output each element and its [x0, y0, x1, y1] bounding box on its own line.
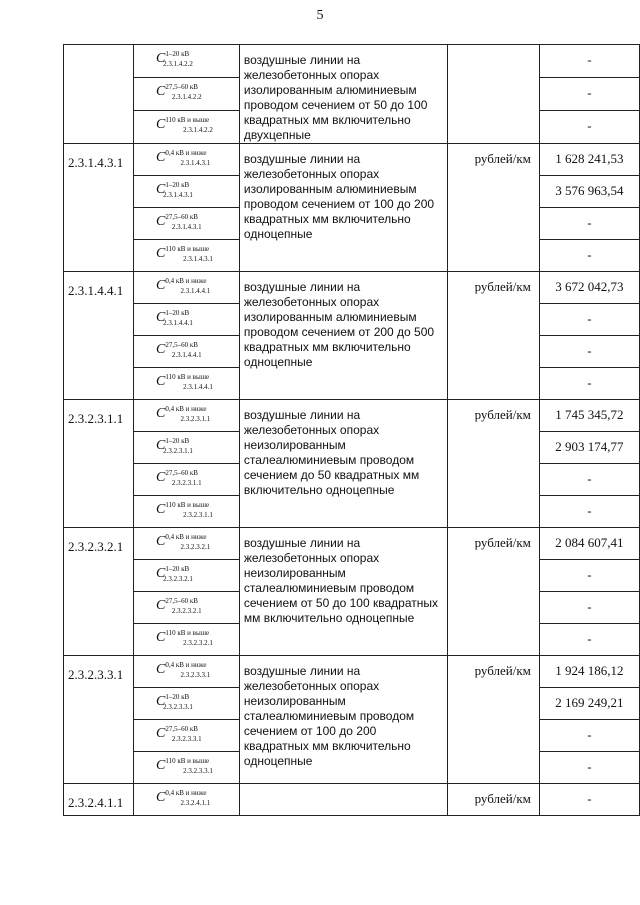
tariff-index: 2.3.2.3.2.1: [183, 639, 213, 647]
unit-of-measure: рублей/км: [447, 400, 539, 528]
tariff-symbol: C: [156, 438, 166, 453]
tariff-symbol: C: [156, 117, 166, 132]
tariff-symbol-cell: [134, 336, 240, 368]
tariff-value: -: [587, 503, 592, 518]
tariff-value-cell: [539, 496, 639, 528]
voltage-level: 27,5–60 кВ: [165, 341, 198, 349]
tariff-symbol: C: [156, 214, 166, 229]
tariff-symbol-cell: [134, 784, 240, 816]
voltage-level: 110 кВ и выше: [165, 373, 210, 381]
tariff-symbol: C: [156, 694, 166, 709]
tariff-symbol: C: [156, 630, 166, 645]
table-row: [64, 144, 640, 176]
tariff-symbol-cell: [134, 496, 240, 528]
tariff-value: -: [587, 471, 592, 486]
voltage-level: 27,5–60 кВ: [165, 597, 198, 605]
tariff-symbol: C: [156, 726, 166, 741]
tariff-symbol-cell: [134, 464, 240, 496]
tariff-symbol: C: [156, 51, 166, 66]
tariff-symbol: C: [156, 406, 166, 421]
tariff-symbol: C: [156, 150, 166, 165]
tariff-value: 3 576 963,54: [555, 183, 624, 198]
tariff-symbol-cell: [134, 208, 240, 240]
tariff-value: 2 084 607,41: [555, 535, 624, 550]
voltage-level: 1–20 кВ: [165, 181, 190, 189]
tariff-value-cell: [539, 272, 639, 304]
tariff-value-cell: [539, 304, 639, 336]
voltage-level: 0,4 кВ и ниже: [165, 277, 207, 285]
tariff-index: 2.3.1.4.4.1: [183, 383, 213, 391]
tariff-index: 2.3.2.3.3.1: [171, 735, 202, 743]
tariff-value: 1 924 186,12: [555, 663, 624, 678]
tariff-index: 2.3.1.4.2.2: [163, 60, 193, 68]
tariff-symbol: C: [156, 790, 166, 805]
tariff-value: 2 169 249,21: [555, 695, 624, 710]
tariff-value-cell: [539, 208, 639, 240]
tariff-symbol-cell: [134, 400, 240, 432]
voltage-level: 1–20 кВ: [165, 309, 190, 317]
tariff-value-cell: [539, 720, 639, 752]
tariff-value-cell: [539, 528, 639, 560]
tariff-value-cell: [539, 784, 639, 816]
item-code: 2.3.2.4.1.1: [64, 784, 134, 816]
tariff-value-cell: [539, 400, 639, 432]
table-row: [64, 45, 640, 78]
tariff-symbol-cell: [134, 432, 240, 464]
voltage-level: 110 кВ и выше: [165, 245, 210, 253]
tariff-value-cell: [539, 176, 639, 208]
tariff-value: 1 628 241,53: [555, 151, 624, 166]
item-code: [64, 45, 134, 144]
tariff-symbol-cell: [134, 304, 240, 336]
tariff-value: -: [587, 85, 592, 100]
line-description: воздушные линии на железобетонных опорах неизолированным сталеалюминиевым проводом сечением от 50 до 100 квадратных мм включительно одноцепные: [239, 528, 447, 656]
tariff-symbol-cell: [134, 111, 240, 144]
tariff-value: -: [587, 311, 592, 326]
tariff-index: 2.3.1.4.4.1: [180, 287, 211, 295]
tariff-table: [63, 44, 640, 816]
tariff-symbol-cell: [134, 240, 240, 272]
tariff-value: -: [587, 52, 592, 67]
tariff-value: -: [587, 375, 592, 390]
tariff-index: 2.3.1.4.3.1: [183, 255, 213, 263]
tariff-symbol-cell: [134, 144, 240, 176]
tariff-symbol-cell: [134, 688, 240, 720]
voltage-level: 0,4 кВ и ниже: [165, 149, 207, 157]
tariff-value-cell: [539, 624, 639, 656]
voltage-level: 27,5–60 кВ: [165, 213, 198, 221]
tariff-index: 2.3.2.3.2.1: [163, 575, 193, 583]
voltage-level: 110 кВ и выше: [165, 629, 210, 637]
unit-of-measure: рублей/км: [447, 144, 539, 272]
tariff-symbol-cell: [134, 272, 240, 304]
tariff-index: 2.3.1.4.3.1: [171, 223, 202, 231]
voltage-level: 27,5–60 кВ: [165, 725, 198, 733]
tariff-index: 2.3.1.4.3.1: [163, 191, 193, 199]
tariff-symbol: C: [156, 534, 166, 549]
item-code: 2.3.1.4.4.1: [64, 272, 134, 400]
tariff-value-cell: [539, 560, 639, 592]
tariff-value: -: [587, 215, 592, 230]
tariff-symbol: C: [156, 84, 166, 99]
voltage-level: 1–20 кВ: [165, 437, 190, 445]
tariff-value-cell: [539, 240, 639, 272]
tariff-value: -: [587, 118, 592, 133]
tariff-index: 2.3.2.3.1.1: [163, 447, 193, 455]
line-description: воздушные линии на железобетонных опорах изолированным алюминиевым проводом сечением от 100 до 200 квадратных мм включительно одноцепные: [239, 144, 447, 272]
tariff-index: 2.3.2.3.1.1: [180, 415, 211, 423]
unit-of-measure: рублей/км: [447, 784, 539, 816]
tariff-symbol: C: [156, 566, 166, 581]
tariff-index: 2.3.2.4.1.1: [180, 799, 211, 807]
voltage-level: 110 кВ и выше: [165, 757, 210, 765]
tariff-symbol: C: [156, 470, 166, 485]
tariff-index: 2.3.2.3.3.1: [183, 767, 213, 775]
tariff-value-cell: [539, 78, 639, 111]
tariff-symbol-cell: [134, 624, 240, 656]
tariff-index: 2.3.2.3.1.1: [183, 511, 213, 519]
tariff-value-cell: [539, 656, 639, 688]
tariff-value-cell: [539, 464, 639, 496]
tariff-index: 2.3.1.4.4.1: [163, 319, 193, 327]
tariff-symbol: C: [156, 758, 166, 773]
tariff-value: -: [587, 631, 592, 646]
tariff-index: 2.3.2.3.1.1: [171, 479, 202, 487]
tariff-value-cell: [539, 144, 639, 176]
voltage-level: 0,4 кВ и ниже: [165, 533, 207, 541]
tariff-symbol-cell: [134, 656, 240, 688]
tariff-value-cell: [539, 45, 639, 78]
tariff-value-cell: [539, 368, 639, 400]
tariff-value-cell: [539, 688, 639, 720]
tariff-index: 2.3.2.3.2.1: [180, 543, 211, 551]
line-description: [239, 784, 447, 816]
table-row: [64, 528, 640, 560]
tariff-symbol-cell: [134, 176, 240, 208]
tariff-index: 2.3.1.4.2.2: [183, 126, 213, 134]
item-code: 2.3.1.4.3.1: [64, 144, 134, 272]
voltage-level: 27,5–60 кВ: [165, 83, 198, 91]
tariff-symbol-cell: [134, 78, 240, 111]
tariff-value: -: [587, 247, 592, 262]
line-description: воздушные линии на железобетонных опорах неизолированным сталеалюминиевым проводом сечением от 100 до 200 квадратных мм включительно одноцепные: [239, 656, 447, 784]
tariff-value-cell: [539, 592, 639, 624]
item-code: 2.3.2.3.2.1: [64, 528, 134, 656]
voltage-level: 1–20 кВ: [165, 565, 190, 573]
item-code: 2.3.2.3.1.1: [64, 400, 134, 528]
tariff-symbol: C: [156, 374, 166, 389]
tariff-symbol-cell: [134, 528, 240, 560]
table-row: [64, 784, 640, 816]
tariff-symbol: C: [156, 502, 166, 517]
tariff-symbol: C: [156, 662, 166, 677]
tariff-index: 2.3.1.4.4.1: [171, 351, 202, 359]
tariff-index: 2.3.1.4.2.2: [171, 93, 202, 101]
tariff-symbol: C: [156, 342, 166, 357]
voltage-level: 110 кВ и выше: [165, 501, 210, 509]
page-number: 5: [316, 8, 324, 23]
tariff-value-cell: [539, 336, 639, 368]
tariff-symbol: C: [156, 246, 166, 261]
tariff-symbol: C: [156, 598, 166, 613]
tariff-symbol-cell: [134, 720, 240, 752]
voltage-level: 110 кВ и выше: [165, 116, 210, 124]
line-description: воздушные линии на железобетонных опорах неизолированным сталеалюминиевым проводом сечением до 50 квадратных мм включительно одноцепные: [239, 400, 447, 528]
tariff-index: 2.3.2.3.3.1: [180, 671, 211, 679]
tariff-value-cell: [539, 752, 639, 784]
tariff-value-cell: [539, 111, 639, 144]
voltage-level: 0,4 кВ и ниже: [165, 789, 207, 797]
voltage-level: 1–20 кВ: [165, 50, 190, 58]
unit-of-measure: рублей/км: [447, 272, 539, 400]
tariff-symbol-cell: [134, 368, 240, 400]
unit-of-measure: [447, 45, 539, 144]
tariff-value: 1 745 345,72: [555, 407, 624, 422]
table-row: [64, 272, 640, 304]
tariff-value: -: [587, 791, 592, 806]
line-description: воздушные линии на железобетонных опорах изолированным алюминиевым проводом сечением от 50 до 100 квадратных мм включительно двухцепные: [239, 45, 447, 144]
item-code: 2.3.2.3.3.1: [64, 656, 134, 784]
tariff-value: -: [587, 759, 592, 774]
tariff-value: 3 672 042,73: [555, 279, 624, 294]
tariff-symbol-cell: [134, 592, 240, 624]
voltage-level: 1–20 кВ: [165, 693, 190, 701]
voltage-level: 0,4 кВ и ниже: [165, 661, 207, 669]
voltage-level: 27,5–60 кВ: [165, 469, 198, 477]
tariff-symbol-cell: [134, 752, 240, 784]
tariff-index: 2.3.2.3.3.1: [163, 703, 193, 711]
tariff-symbol: C: [156, 182, 166, 197]
tariff-symbol: C: [156, 310, 166, 325]
line-description: воздушные линии на железобетонных опорах изолированным алюминиевым проводом сечением от 200 до 500 квадратных мм включительно одноцепные: [239, 272, 447, 400]
tariff-value: -: [587, 567, 592, 582]
tariff-value-cell: [539, 432, 639, 464]
tariff-symbol-cell: [134, 560, 240, 592]
tariff-symbol-cell: [134, 45, 240, 78]
tariff-value: -: [587, 343, 592, 358]
voltage-level: 0,4 кВ и ниже: [165, 405, 207, 413]
tariff-index: 2.3.2.3.2.1: [171, 607, 202, 615]
unit-of-measure: рублей/км: [447, 656, 539, 784]
tariff-value: 2 903 174,77: [555, 439, 624, 454]
table-row: [64, 656, 640, 688]
unit-of-measure: рублей/км: [447, 528, 539, 656]
tariff-value: -: [587, 599, 592, 614]
tariff-index: 2.3.1.4.3.1: [180, 159, 211, 167]
table-row: [64, 400, 640, 432]
tariff-symbol: C: [156, 278, 166, 293]
tariff-value: -: [587, 727, 592, 742]
